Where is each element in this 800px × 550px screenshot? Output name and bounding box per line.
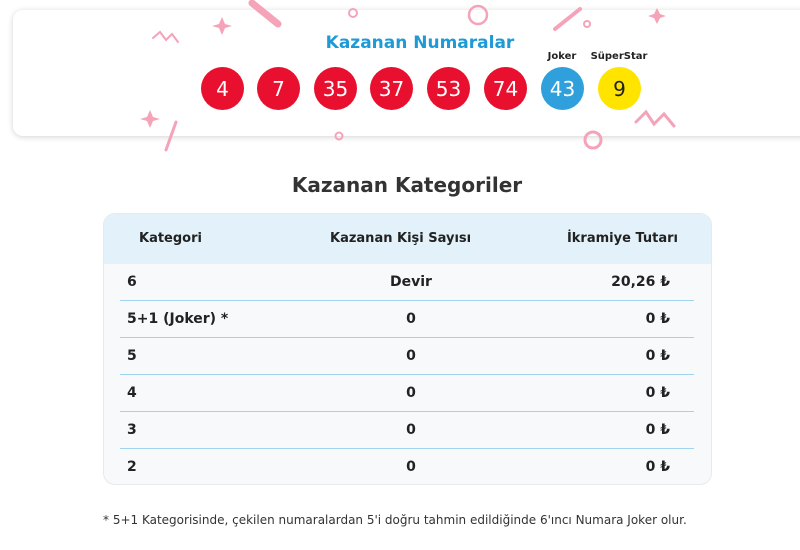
header-prize-amount: İkramiye Tutarı	[566, 231, 678, 246]
joker-footnote: * 5+1 Kategorisinde, çekilen numaralardan 5'i doğru tahmin edildiğinde 6'ıncı Numara Joker olur.	[103, 513, 687, 527]
winning-ball-1: 4	[201, 67, 244, 110]
prize-cell: 0 ₺	[645, 422, 670, 438]
table-row	[120, 449, 694, 485]
table-row	[120, 301, 694, 338]
category-cell: 3	[127, 422, 137, 438]
prize-cell: 0 ₺	[645, 385, 670, 401]
category-cell: 5	[127, 348, 137, 364]
category-cell: 2	[127, 459, 137, 475]
superstar-label: SüperStar	[590, 51, 648, 62]
prize-cell: 20,26 ₺	[611, 274, 670, 290]
prize-cell: 0 ₺	[645, 311, 670, 327]
winner-count-cell: Devir	[390, 274, 432, 290]
winning-ball-5: 53	[427, 67, 470, 110]
table-row	[120, 264, 694, 301]
table-row	[120, 338, 694, 375]
categories-title: Kazanan Kategoriler	[291, 173, 523, 197]
winner-count-cell: 0	[406, 385, 416, 401]
winner-count-cell: 0	[406, 348, 416, 364]
joker-label: Joker	[547, 51, 577, 62]
category-cell: 5+1 (Joker) *	[127, 311, 229, 327]
prize-cell: 0 ₺	[645, 459, 670, 475]
header-winner-count: Kazanan Kişi Sayısı	[330, 231, 472, 246]
superstar-ball: 9	[598, 67, 641, 110]
header-category: Kategori	[139, 231, 202, 246]
winning-ball-2: 7	[257, 67, 300, 110]
winner-count-cell: 0	[406, 422, 416, 438]
winning-ball-6: 74	[484, 67, 527, 110]
winning-numbers-title: Kazanan Numaralar	[325, 33, 515, 53]
winner-count-cell: 0	[406, 311, 416, 327]
winning-ball-4: 37	[370, 67, 413, 110]
table-header	[104, 214, 712, 264]
joker-ball: 43	[541, 67, 584, 110]
categories-table	[103, 213, 712, 485]
table-row	[120, 375, 694, 412]
category-cell: 4	[127, 385, 137, 401]
category-cell: 6	[127, 274, 137, 290]
table-row	[120, 412, 694, 449]
winning-ball-3: 35	[314, 67, 357, 110]
prize-cell: 0 ₺	[645, 348, 670, 364]
winner-count-cell: 0	[406, 459, 416, 475]
